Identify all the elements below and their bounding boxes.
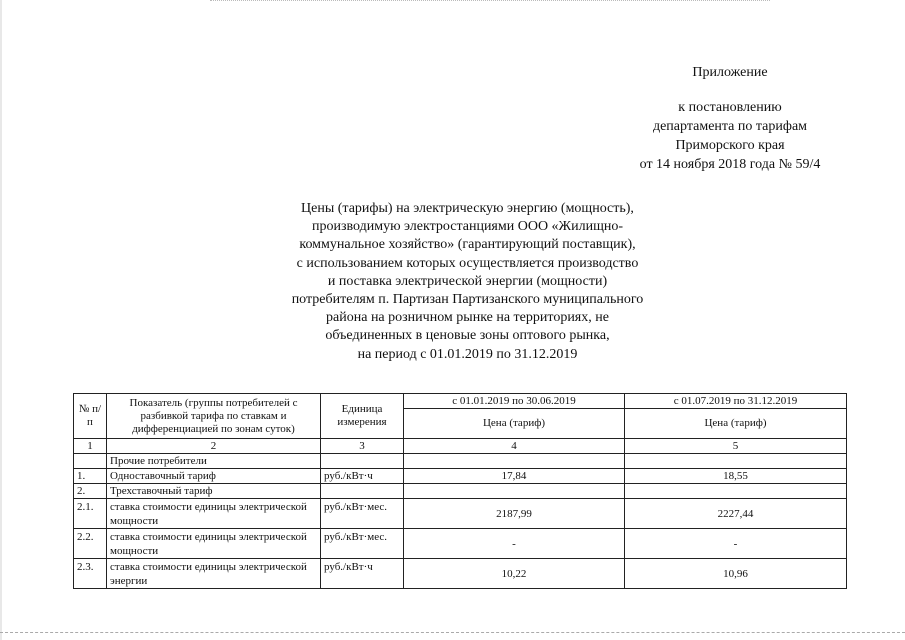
row-name: ставка стоимости единицы электрической мощности	[107, 499, 321, 529]
row-num	[74, 454, 107, 469]
heading-line: на период с 01.01.2019 по 31.12.2019	[357, 346, 578, 362]
column-number: 2	[107, 439, 321, 454]
row-value-1: -	[404, 529, 625, 559]
heading-line: производимую электростанциями ООО «Жилищно-	[311, 219, 624, 235]
row-unit: руб./кВт·мес.	[321, 529, 404, 559]
table-row	[74, 454, 847, 469]
row-name: Прочие потребители	[107, 454, 321, 469]
row-name: Одноставочный тариф	[107, 469, 321, 484]
heading-line: района на розничном рынке на территориях, не	[326, 310, 609, 326]
row-unit	[321, 454, 404, 469]
row-value-2: -	[625, 529, 847, 559]
heading-line: и поставка электрической энергии (мощности)	[327, 273, 608, 289]
header-price-1: Цена (тариф)	[404, 409, 625, 439]
appendix-title: Приложение	[692, 65, 768, 80]
appendix-line: департамента по тарифам	[652, 119, 808, 134]
table-row	[74, 559, 847, 589]
heading-line: с использованием которых осуществляется производство	[296, 255, 639, 271]
scan-edge	[0, 0, 2, 640]
header-period-1: с 01.01.2019 по 30.06.2019	[404, 394, 625, 409]
heading-line: объединенных в ценовые зоны оптового рынка,	[325, 328, 610, 344]
table-header-row	[74, 394, 847, 409]
row-value-2	[625, 454, 847, 469]
column-number: 1	[74, 439, 107, 454]
row-value-1	[404, 454, 625, 469]
row-value-2: 2227,44	[625, 499, 847, 529]
row-value-2	[625, 484, 847, 499]
heading-line: Цены (тарифы) на электрическую энергию (мощность),	[301, 201, 634, 216]
row-value-1: 17,84	[404, 469, 625, 484]
tariff-table	[73, 393, 847, 589]
row-unit	[321, 484, 404, 499]
header-price-2: Цена (тариф)	[625, 409, 847, 439]
row-name: ставка стоимости единицы электрической мощности	[107, 529, 321, 559]
heading-line: коммунальное хозяйство» (гарантирующий поставщик),	[299, 237, 636, 253]
scan-artifact-top	[210, 0, 770, 2]
row-value-2: 10,96	[625, 559, 847, 589]
row-value-1	[404, 484, 625, 499]
row-name: ставка стоимости единицы электрической энергии	[107, 559, 321, 589]
row-unit: руб./кВт·ч	[321, 559, 404, 589]
appendix-reference	[600, 98, 860, 174]
table-row	[74, 484, 847, 499]
table-row	[74, 529, 847, 559]
appendix-line: к постановлению	[678, 100, 782, 115]
row-value-1: 10,22	[404, 559, 625, 589]
row-name: Трехставочный тариф	[107, 484, 321, 499]
row-unit: руб./кВт·мес.	[321, 499, 404, 529]
row-num: 2.3.	[74, 559, 107, 589]
header-unit: Единица измерения	[321, 394, 404, 439]
row-num: 2.2.	[74, 529, 107, 559]
header-indicator: Показатель (группы потребителей с разбивкой тарифа по ставкам и дифференциацией по зонам суток)	[107, 394, 321, 439]
heading-line: потребителям п. Партизан Партизанского муниципального	[291, 292, 644, 308]
row-num: 2.1.	[74, 499, 107, 529]
row-num: 2.	[74, 484, 107, 499]
header-period-2: с 01.07.2019 по 31.12.2019	[625, 394, 847, 409]
row-num: 1.	[74, 469, 107, 484]
appendix-line: от 14 ноября 2018 года № 59/4	[639, 157, 821, 172]
header-num: № п/п	[74, 394, 107, 439]
column-number: 4	[404, 439, 625, 454]
appendix-line: Приморского края	[675, 138, 785, 153]
column-number: 3	[321, 439, 404, 454]
table-row	[74, 499, 847, 529]
scan-artifact-bottom	[0, 632, 905, 634]
row-unit: руб./кВт·ч	[321, 469, 404, 484]
document-heading	[245, 200, 690, 364]
column-number: 5	[625, 439, 847, 454]
row-value-1: 2187,99	[404, 499, 625, 529]
column-number-row	[74, 439, 847, 454]
row-value-2: 18,55	[625, 469, 847, 484]
table-row	[74, 469, 847, 484]
